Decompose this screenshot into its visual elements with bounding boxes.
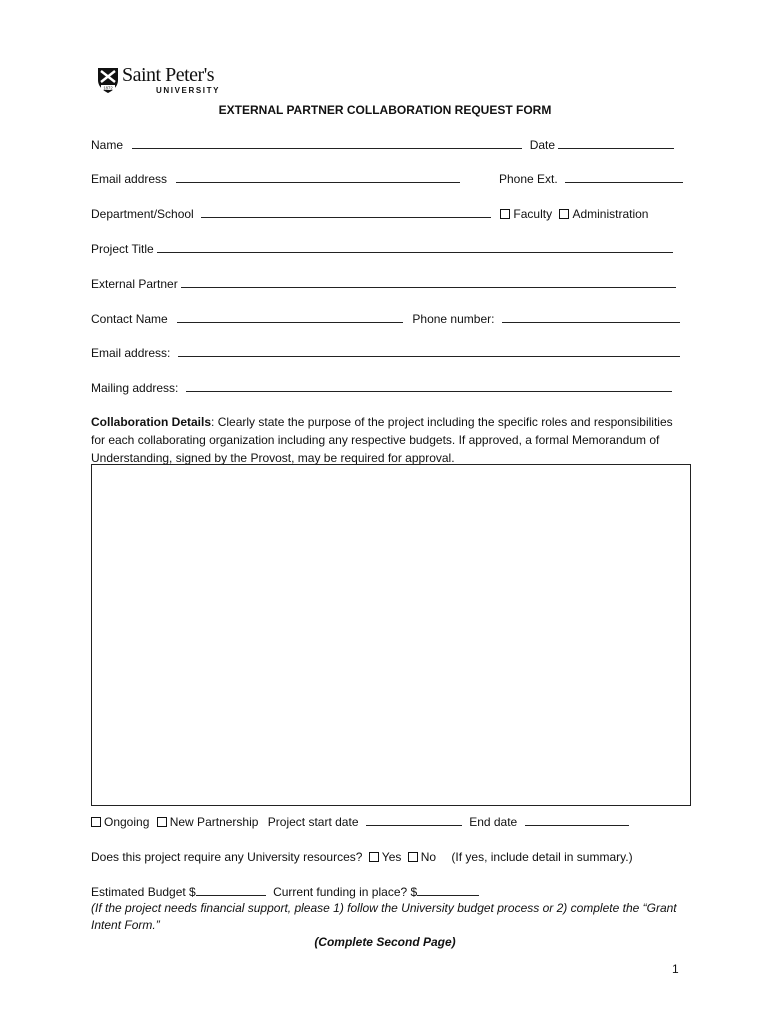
date-label: Date <box>529 138 556 152</box>
date-input[interactable] <box>558 137 674 149</box>
administration-label: Administration <box>572 207 649 221</box>
logo-wordmark: Saint Peter's <box>122 64 215 86</box>
current-funding-input[interactable] <box>417 884 479 896</box>
estimated-budget-input[interactable] <box>196 884 266 896</box>
mailing-address-label: Mailing address: <box>91 381 179 395</box>
project-title-row <box>91 241 673 257</box>
ongoing-label: Ongoing <box>104 815 150 829</box>
mailing-address-row <box>91 380 672 396</box>
start-date-label: Project start date <box>267 815 359 829</box>
logo-subtitle: UNIVERSITY <box>156 86 221 95</box>
administration-checkbox[interactable] <box>559 209 569 219</box>
start-date-input[interactable] <box>366 814 462 826</box>
resources-no-label: No <box>420 850 437 864</box>
phone-ext-input[interactable] <box>565 171 683 183</box>
contact-name-input[interactable] <box>177 311 403 323</box>
collaboration-details-label: Collaboration Details <box>91 415 212 429</box>
estimated-budget-label: Estimated Budget $ <box>91 885 196 899</box>
resources-no-checkbox[interactable] <box>408 852 418 862</box>
faculty-checkbox[interactable] <box>500 209 510 219</box>
phone-number-label: Phone number: <box>412 312 495 326</box>
budget-row <box>91 884 479 900</box>
external-partner-input[interactable] <box>181 276 676 288</box>
status-row <box>91 814 629 830</box>
resources-row <box>91 849 633 865</box>
email-input[interactable] <box>176 171 460 183</box>
resources-yes-label: Yes <box>381 850 402 864</box>
partner-email-label: Email address: <box>91 346 171 360</box>
contact-name-label: Contact Name <box>91 312 168 326</box>
form-title: EXTERNAL PARTNER COLLABORATION REQUEST FORM <box>218 103 552 117</box>
contact-row <box>91 311 680 327</box>
phone-number-input[interactable] <box>502 311 680 323</box>
faculty-label: Faculty <box>513 207 553 221</box>
partner-email-input[interactable] <box>178 345 680 357</box>
collaboration-details-text: : Clearly state the purpose of the project including the specific roles and responsibilities for each collaborating organization including any respective budgets. If approved, a formal Memorandum of Understanding, signed by the Provost, may be required for approval. <box>91 415 673 465</box>
ongoing-checkbox[interactable] <box>91 817 101 827</box>
page-number: 1 <box>672 962 679 976</box>
new-partnership-label: New Partnership <box>169 815 259 829</box>
end-date-input[interactable] <box>525 814 629 826</box>
name-row <box>91 137 674 153</box>
mailing-address-input[interactable] <box>186 380 672 392</box>
resources-question: Does this project require any University resources? <box>91 850 363 864</box>
project-title-input[interactable] <box>157 241 673 253</box>
partner-email-row <box>91 345 680 361</box>
budget-note: (If the project needs financial support, please 1) follow the University budget process or 2) complete the “Grant Intent Form.” <box>91 901 677 932</box>
logo-year: 1872 <box>103 85 113 91</box>
department-input[interactable] <box>201 206 491 218</box>
resources-note: (If yes, include detail in summary.) <box>451 850 633 864</box>
project-title-label: Project Title <box>91 242 154 256</box>
name-input[interactable] <box>132 137 522 149</box>
email-row <box>91 171 460 187</box>
end-date-label: End date <box>469 815 518 829</box>
email-label: Email address <box>91 172 168 186</box>
collaboration-details-textarea[interactable] <box>91 464 691 806</box>
phone-ext-row <box>499 171 683 187</box>
shield-icon <box>96 66 120 94</box>
external-partner-row <box>91 276 676 292</box>
department-label: Department/School <box>91 207 194 221</box>
new-partnership-checkbox[interactable] <box>157 817 167 827</box>
complete-second-page: (Complete Second Page) <box>314 935 456 949</box>
department-row <box>91 206 648 222</box>
resources-yes-checkbox[interactable] <box>369 852 379 862</box>
phone-ext-label: Phone Ext. <box>499 172 558 186</box>
current-funding-label: Current funding in place? $ <box>273 885 418 899</box>
external-partner-label: External Partner <box>91 277 178 291</box>
name-label: Name <box>91 138 124 152</box>
collaboration-details <box>91 413 681 467</box>
university-logo <box>96 64 246 98</box>
